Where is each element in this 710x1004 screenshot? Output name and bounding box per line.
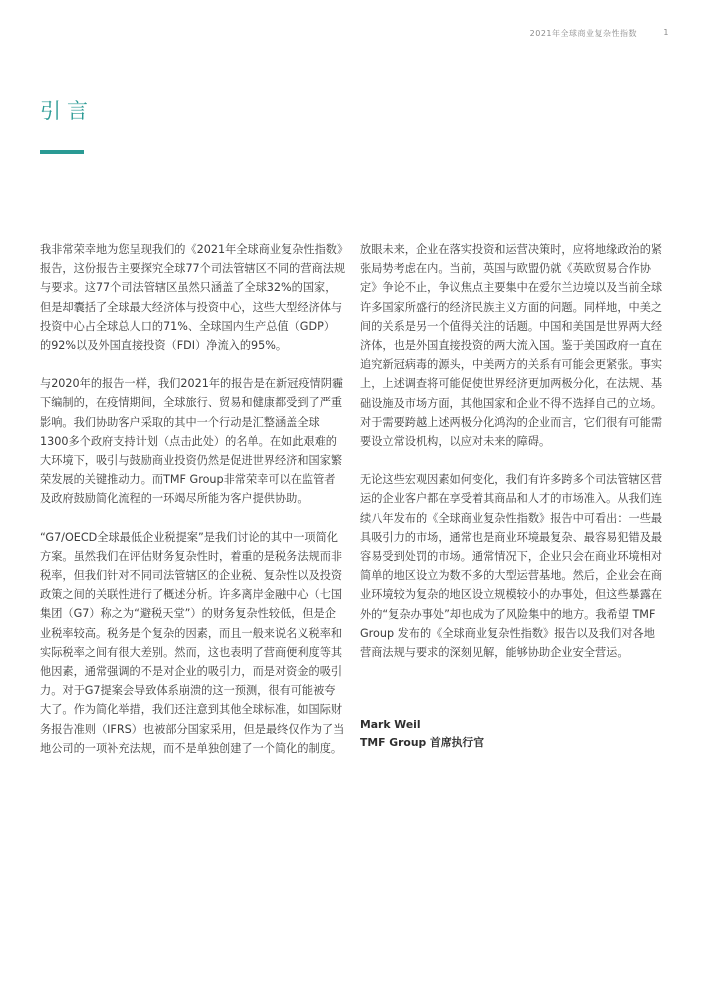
- document-title: 2021年全球商业复杂性指数: [529, 29, 637, 38]
- intro-paragraph-2: 与2020年的报告一样，我们2021年的报告是在新冠疫情阴霾下编制的，在疫情期间，全球旅行、贸易和健康都受到了严重影响。我们协助客户采取的其中一个行动是汇整涵盖全球1300多个政府支持计划（点击此处）的名单。在如此艰难的大环境下，吸引与鼓励商业投资仍然是促进世界经济和国家繁荣发展的关键推动力。而TMF Group非常荣幸可以在监管者及政府鼓励简化流程的一环竭尽所能为客户提供协助。: [40, 377, 344, 506]
- intro-paragraph-1: 我非常荣幸地为您呈现我们的《2021年全球商业复杂性指数》报告，这份报告主要探究全球77个司法管辖区不同的营商法规与要求。这77个司法管辖区虽然只涵盖了全球32%的国家，但是却囊括了全球最大经济体与投资中心，这些大型经济体与投资中心占全球总人口的71%、全球国内生产总值（GDP）的92%以及外国直接投资（FDI）净流入的95%。: [40, 243, 346, 353]
- intro-paragraph-4: 放眼未来，企业在落实投资和运营决策时，应将地缘政治的紧张局势考虑在内。当前，英国与欧盟仍就《英欧贸易合作协定》争论不止，争议焦点主要集中在爱尔兰边境以及当前全球许多国家所盛行的经济民族主义方面的问题。同样地，中美之间的关系是另一个值得关注的话题。中国和美国是世界两大经济体，也是外国直接投资的两大流入国。鉴于美国政府一直在追究新冠病毒的源头，中美两方的关系有可能会更紧张。事实上，上述调查将可能促使世界经济更加两极分化，在法规、基础设施及市场方面，其他国家和企业不得不选择自己的立场。对于需要跨越上述两极分化鸿沟的企业而言，它们很有可能需要设立常设机构，以应对未来的障碍。: [360, 243, 663, 449]
- section-title: 引言: [40, 99, 94, 123]
- intro-paragraph-3: “G7/OECD全球最低企业税提案”是我们讨论的其中一项简化方案。虽然我们在评估财务复杂性时，着重的是税务法规而非税率，但我们针对不同司法管辖区的企业税、复杂性以及投资政策之间的关联性进行了概述分析。许多离岸金融中心（七国集团（G7）称之为“避税天堂”）的财务复杂性较低，但是企业税率较高。税务是个复杂的因素，而且一般来说名义税率和实际税率之间有很大差别。然而，这也表明了营商便利度等其他因素，通常强调的不是对企业的吸引力，而是对资金的吸引力。对于G7提案会导致体系崩溃的这一预测，很有可能被夸大了。作为简化举措，我们还注意到其他全球标准，如国际财务报告准则（IFRS）也被部分国家采用，但是最终仅作为了当地公司的一项补充法规，而不是单独创建了一个简化的制度。: [40, 530, 345, 755]
- right-text-column: [360, 240, 666, 752]
- signatory-name: Mark Weil: [360, 718, 421, 732]
- page-number: 1: [663, 28, 669, 37]
- title-accent-rule: [40, 150, 84, 154]
- left-text-column: [40, 240, 346, 777]
- signature-block: [360, 716, 666, 752]
- intro-paragraph-5: 无论这些宏观因素如何变化，我们有许多跨多个司法管辖区营运的企业客户都在享受着其商品和人才的市场准入。从我们连续八年发布的《全球商业复杂性指数》报告中可看出：一些最具吸引力的市场，通常也是商业环境最复杂、最容易犯错及最容易受到处罚的市场。通常情况下，企业只会在商业环境相对简单的地区设立为数不多的大型运营基地。然后，企业会在商业环境较为复杂的地区设立规模较小的办事处，但这些暴露在外的“复杂办事处”却也成为了风险集中的地方。我希望 TMF Group 发布的《全球商业复杂性指数》报告以及我们对各地营商法规与要求的深刻见解，能够协助企业安全营运。: [360, 473, 663, 660]
- signatory-role: TMF Group 首席执行官: [360, 736, 485, 750]
